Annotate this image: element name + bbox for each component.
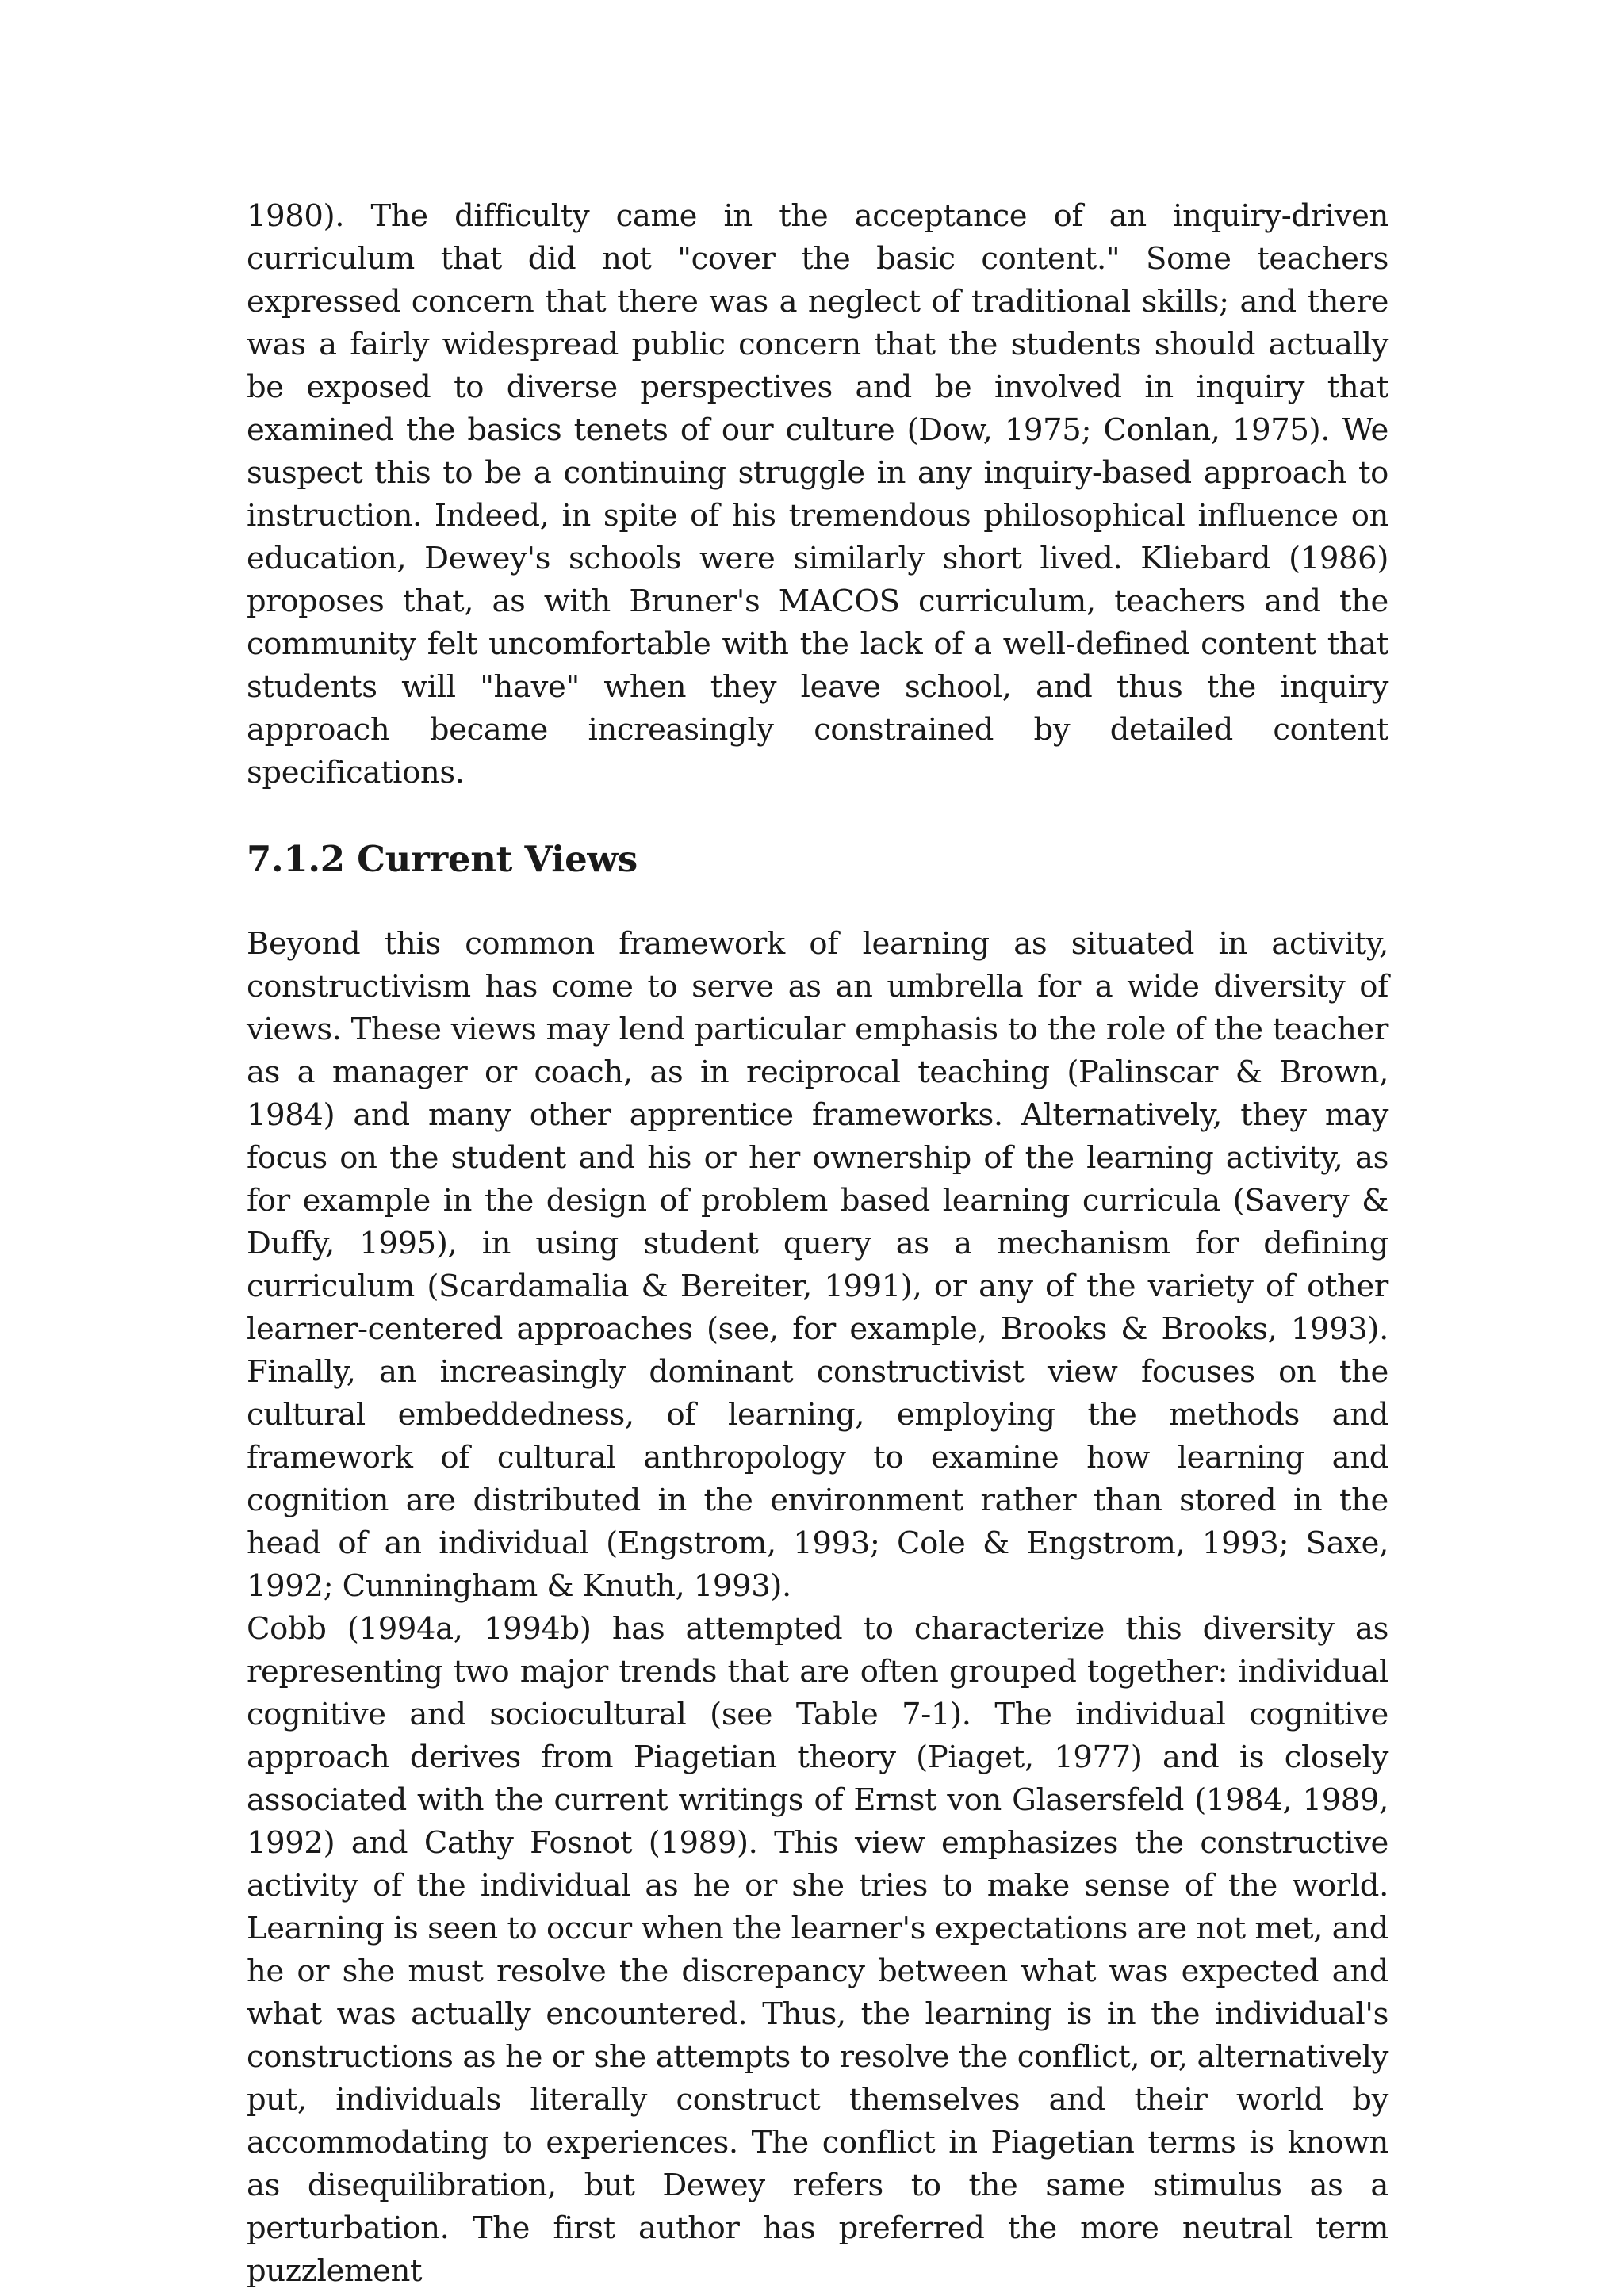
- section-heading: 7.1.2 Current Views: [247, 838, 638, 880]
- body-paragraph-2: Beyond this common framework of learning as situated in activity, constructivism has come to serve as an umbrella for a wide diversity of views. These views may lend particular emphasis to the role of the teacher as a manager or coach, as in reciprocal teaching (Palinscar & Brown, 1984) and many other apprentice frameworks. Alternatively, they may focus on the student and his or her ownership of the learning activity, as for example in the design of problem based learning curricula (Savery & Duffy, 1995), in using student query as a mechanism for defining curriculum (Scardamalia & Bereiter, 1991), or any of the variety of other learner-centered approaches (see, for example, Brooks & Brooks, 1993). Finally, an increasingly dominant constructivist view focuses on the cultural embeddedness, of learning, employing the methods and framework of cultural anthropology to examine how learning and cognition are distributed in the environment rather than stored in the head of an individual (Engstrom, 1993; Cole & Engstrom, 1993; Saxe, 1992; Cunningham & Knuth, 1993).: [247, 926, 1388, 1604]
- document-page: [247, 195, 1388, 2293]
- body-paragraph-1: 1980). The difficulty came in the acceptance of an inquiry-driven curriculum that did not "cover the basic content." Some teachers expressed concern that there was a neglect of traditional skills; and there was a fairly widespread public concern that the students should actually be exposed to diverse perspectives and be involved in inquiry that examined the basics tenets of our culture (Dow, 1975; Conlan, 1975). We suspect this to be a continuing struggle in any inquiry-based approach to instruction. Indeed, in spite of his tremendous philosophical influence on education, Dewey's schools were similarly short lived. Kliebard (1986) proposes that, as with Bruner's MACOS curriculum, teachers and the community felt uncomfortable with the lack of a well-defined content that students will "have" when they leave school, and thus the inquiry approach became increasingly constrained by detailed content specifications.: [247, 198, 1388, 790]
- body-paragraph-3: Cobb (1994a, 1994b) has attempted to characterize this diversity as representing two major trends that are often grouped together: individual cognitive and sociocultural (see Table 7-1). The individual cognitive approach derives from Piagetian theory (Piaget, 1977) and is closely associated with the current writings of Ernst von Glasersfeld (1984, 1989, 1992) and Cathy Fosnot (1989). This view emphasizes the constructive activity of the individual as he or she tries to make sense of the world. Learning is seen to occur when the learner's expectations are not met, and he or she must resolve the discrepancy between what was expected and what was actually encountered. Thus, the learning is in the individual's constructions as he or she attempts to resolve the conflict, or, alternatively put, individuals literally construct themselves and their world by accommodating to experiences. The conflict in Piagetian terms is known as disequilibration, but Dewey refers to the same stimulus as a perturbation. The first author has preferred the more neutral term puzzlement: [247, 1611, 1388, 2289]
